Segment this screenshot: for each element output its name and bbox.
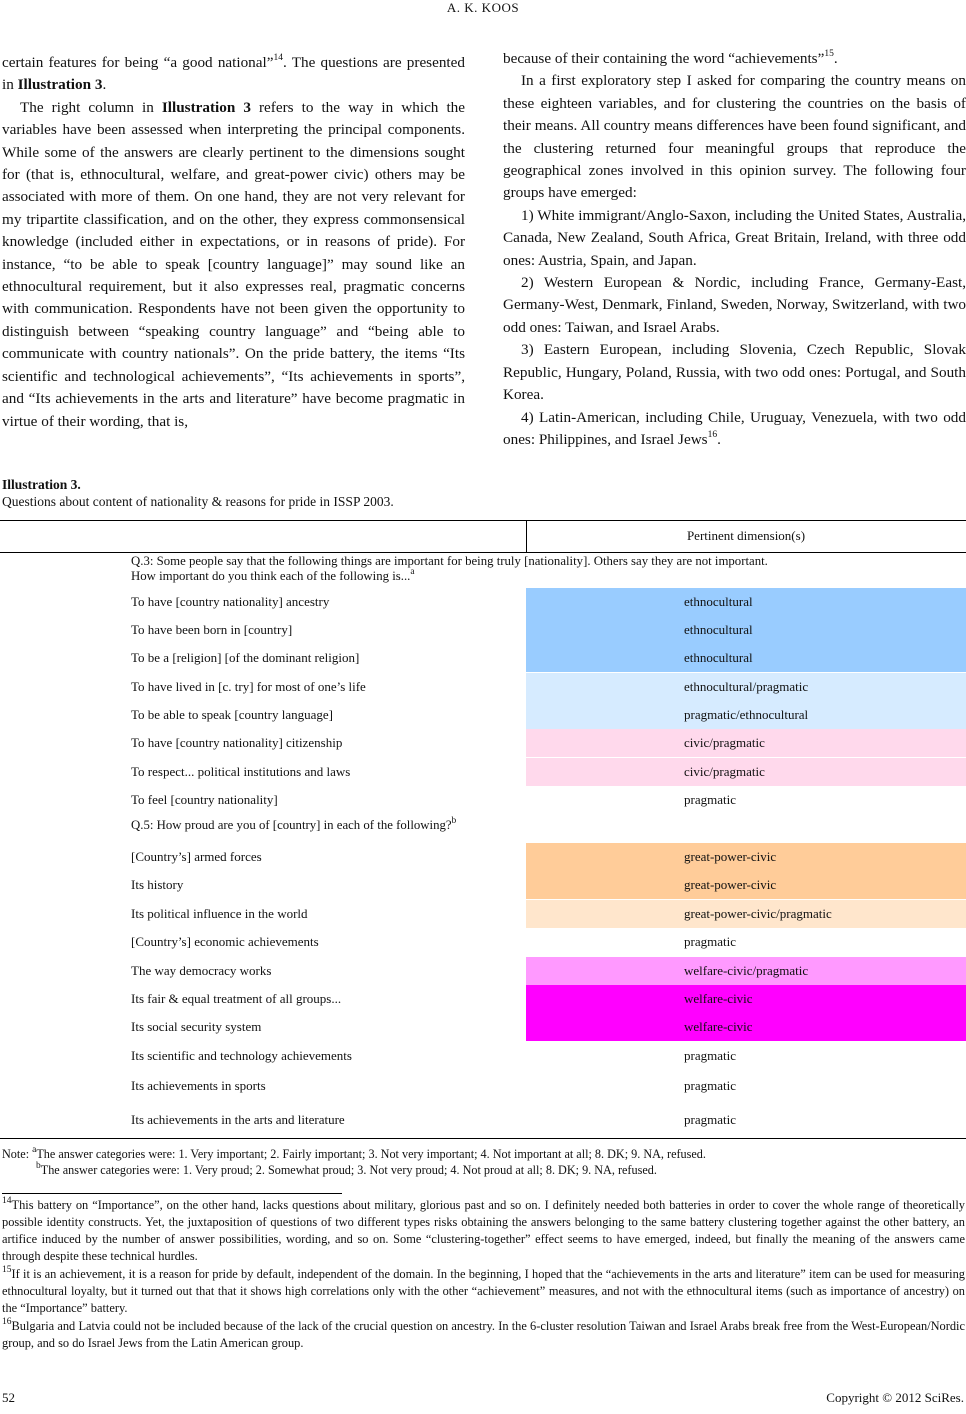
dimension-cell <box>526 985 966 1013</box>
dimension-cell <box>526 1042 966 1070</box>
row-label: Its political influence in the world <box>131 906 308 921</box>
question-q3 <box>131 554 768 584</box>
note-mark: a <box>32 1144 37 1155</box>
text: certain features for being “a good national” <box>2 54 274 71</box>
dimension-cell <box>526 729 966 757</box>
table-note-a <box>2 1146 706 1162</box>
row-label: To have been born in [country] <box>131 622 293 637</box>
q5-text: Q.5: How proud are you of [country] in each of the following? <box>131 818 452 832</box>
row-label: To be a [religion] [of the dominant religion] <box>131 650 360 665</box>
paragraph <box>2 97 465 433</box>
footnote-ref[interactable]: 15 <box>824 48 834 59</box>
dimension-label: ethnocultural <box>684 594 753 609</box>
footnote-number: 16 <box>2 1316 12 1327</box>
table-rule-header <box>0 552 966 553</box>
dimension-label: pragmatic <box>684 792 736 807</box>
row-label: To feel [country nationality] <box>131 792 278 807</box>
right-column <box>503 48 966 451</box>
note-ref[interactable]: a <box>410 566 415 577</box>
dimension-label: pragmatic <box>684 1078 736 1093</box>
dimension-cell <box>526 900 966 928</box>
text: . <box>833 50 838 67</box>
table-rule-bottom <box>0 1138 966 1139</box>
left-column <box>2 52 465 433</box>
dimension-cell <box>526 758 966 786</box>
table-note-b <box>36 1162 657 1178</box>
row-label: Its fair & equal treatment of all groups... <box>131 991 342 1006</box>
dimension-label: welfare-civic <box>684 1019 753 1034</box>
dimension-cell <box>526 644 966 672</box>
paragraph: 1) White immigrant/Anglo-Saxon, including the United States, Australia, Canada, New Zealand, South Africa, Great Britain, Ireland, with three odd ones: Austria, Spain, and Japan. <box>503 206 966 269</box>
text: . The questions are presented in <box>2 54 465 94</box>
row-label: To have [country nationality] citizenship <box>131 735 343 750</box>
copyright: Copyright © 2012 SciRes. <box>826 1390 964 1405</box>
footnote-14 <box>2 1197 965 1265</box>
text: The right column in <box>20 98 162 116</box>
dimension-label: great-power-civic <box>684 849 777 864</box>
dimension-cell <box>526 843 966 871</box>
footnote-number: 14 <box>2 1195 12 1206</box>
figure-ref: Illustration 3 <box>161 98 251 116</box>
row-label: [Country’s] economic achievements <box>131 934 319 949</box>
dimension-cell <box>526 871 966 899</box>
row-label: To respect... political institutions and laws <box>131 764 351 779</box>
dimension-label: great-power-civic <box>684 877 777 892</box>
figure-caption <box>2 476 394 510</box>
text: 4) Latin-American, including Chile, Uruguay, Venezuela, with two odd ones: Philippines, and Israel Jews <box>503 408 966 448</box>
dimension-label: great-power-civic/pragmatic <box>684 906 832 921</box>
dimension-label: civic/pragmatic <box>684 764 765 779</box>
paragraph <box>2 52 465 97</box>
note-text: The answer categories were: 1. Very proud; 2. Somewhat proud; 3. Not very proud; 4. Not proud at all; 8. DK; 9. NA, refused. <box>40 1163 657 1177</box>
footnote-16 <box>2 1318 965 1352</box>
row-label: Its achievements in sports <box>131 1078 266 1093</box>
q3-line2-wrap <box>131 566 768 584</box>
dimension-label: pragmatic <box>684 1112 736 1127</box>
paragraph: 3) Eastern European, including Slovenia, Czech Republic, Slovak Republic, Hungary, Poland, Russia, with two odd ones: Portugal, and South Korea. <box>503 341 966 404</box>
note-text: The answer categories were: 1. Very important; 2. Fairly important; 3. Not very important; 4. Not important at all; 8. DK; 9. NA, refused. <box>36 1147 706 1161</box>
row-label: The way democracy works <box>131 963 272 978</box>
text: refers to the way in which the variables have been assessed when interpreting the principal components. While some of the answers are clearly pertinent to the dimensions sought for (that is, ethnocultural, welfare, and great-power civic) others may be associated with more of them. On one hand, they are not very relevant for my tripartite classification, and on the other, they express commonsensical knowledge (included either in expectations, or in reasons of pride). For instance, “to be able to speak [country language]” may sound like an ethnocultural requirement, but it also expresses real, pragmatic concerns with communication. Respondents have not been given the opportunity to distinguish between “speaking country language” and “being able to communicate with country nationals”. On the pride battery, the items “Its scientific and technological achievements”, “Its achievements in sports”, and “Its achievements in the arts and literature” have become pragmatic in virtue of their wording, that is, <box>2 98 466 430</box>
dimension-label: pragmatic/ethnocultural <box>684 707 809 722</box>
row-label: To be able to speak [country language] <box>131 707 333 722</box>
dimension-cell <box>526 673 966 701</box>
paragraph: 2) Western European & Nordic, including France, Germany-East, Germany-West, Denmark, Finland, Sweden, Norway, Switzerland, with two odd ones: Taiwan, and Israel Arabs. <box>503 274 966 336</box>
dimension-cell <box>526 1106 966 1134</box>
page-number: 52 <box>2 1390 15 1405</box>
dimension-cell <box>526 1013 966 1041</box>
q3-line2: How important do you think each of the following is... <box>131 569 411 583</box>
footnote-ref[interactable]: 16 <box>707 429 718 440</box>
footnote-text: Bulgaria and Latvia could not be included because of the lack of the crucial question on ancestry. In the 6-cluster resolution Taiwan and Israel Arabs break free from the West-European/Nordic group, and so do Israel Jews from the Latin American group. <box>2 1319 965 1350</box>
dimension-cell <box>526 588 966 616</box>
figure-ref: Illustration 3 <box>17 76 103 94</box>
footnote-ref[interactable]: 14 <box>273 52 283 63</box>
dimension-cell <box>526 786 966 814</box>
row-label: To have lived in [c. try] for most of one’s life <box>131 679 366 694</box>
q3-line1: Q.3: Some people say that the following things are important for being truly [nationality]. Others say they are not important. <box>131 554 768 568</box>
dimension-label: pragmatic <box>684 934 736 949</box>
note-ref[interactable]: b <box>451 815 457 826</box>
table-rule-top <box>0 520 966 521</box>
dimension-label: welfare-civic <box>684 991 753 1006</box>
dimension-label: welfare-civic/pragmatic <box>684 963 809 978</box>
text: . <box>717 430 721 448</box>
note-prefix: Note: <box>2 1147 33 1161</box>
text: because of their containing the word “achievements” <box>503 50 825 67</box>
dimension-cell <box>526 957 966 985</box>
caption-title: Illustration 3. <box>2 477 81 492</box>
dimension-label: ethnocultural <box>684 650 753 665</box>
question-q5 <box>131 815 457 833</box>
dimension-cell <box>526 928 966 956</box>
caption-subtitle: Questions about content of nationality & reasons for pride in ISSP 2003. <box>2 494 394 509</box>
row-label: Its history <box>131 877 184 892</box>
paragraph <box>503 407 966 452</box>
footnote-number: 15 <box>2 1264 12 1275</box>
footnote-rule <box>2 1193 342 1194</box>
footnote-text: This battery on “Importance”, on the other hand, lacks questions about military, glorious past and so on. I definitely needed both batteries in order to cover the whole range of theoretically possible identity constructs. Yet, the juxtaposition of questions of two different types risks obtaining the answers belonging to the same battery clustering together against the other battery, an artifice induced by the number of answer possibilities, wording, and so on. Some “clustering-together” effect seems to have emerged, indeed, but finally the meaning of the answers came through despite these technical hurdles. <box>2 1198 965 1263</box>
paragraph <box>503 48 966 70</box>
row-label: Its achievements in the arts and literature <box>131 1112 345 1127</box>
dimension-cell <box>526 1072 966 1100</box>
text: . <box>102 76 107 94</box>
row-label: Its scientific and technology achievements <box>131 1048 352 1063</box>
footnote-text: If it is an achievement, it is a reason for pride by default, independent of the domain. In the beginning, I hoped that the “achievements in the arts and literature” item can be used for measuring ethnocultural loyalty, but it turned out that that it shows high correlations only with the other “achievement” measures, and not with the ethnocultural items (such as importance of ancestry) on the “Importance” battery. <box>2 1267 965 1315</box>
dimension-label: civic/pragmatic <box>684 735 765 750</box>
running-header: A. K. KOOS <box>446 0 520 15</box>
dimension-label: ethnocultural/pragmatic <box>684 679 809 694</box>
row-label: [Country’s] armed forces <box>131 849 262 864</box>
dimension-cell <box>526 701 966 729</box>
paragraph: In a first exploratory step I asked for comparing the country means on these eighteen variables, and for clustering the countries on the basis of their means. All country means differences have been found significant, and the clustering returned four meaningful groups that reproduce the geographical zones involved in this opinion survey. The following four groups have emerged: <box>503 72 966 202</box>
note-mark: b <box>36 1160 41 1171</box>
dimension-label: ethnocultural <box>684 622 753 637</box>
footnote-15 <box>2 1266 965 1317</box>
dimension-label: pragmatic <box>684 1048 736 1063</box>
row-label: Its social security system <box>131 1019 262 1034</box>
row-label: To have [country nationality] ancestry <box>131 594 330 609</box>
table-header-dimensions: Pertinent dimension(s) <box>686 528 806 543</box>
dimension-cell <box>526 616 966 644</box>
